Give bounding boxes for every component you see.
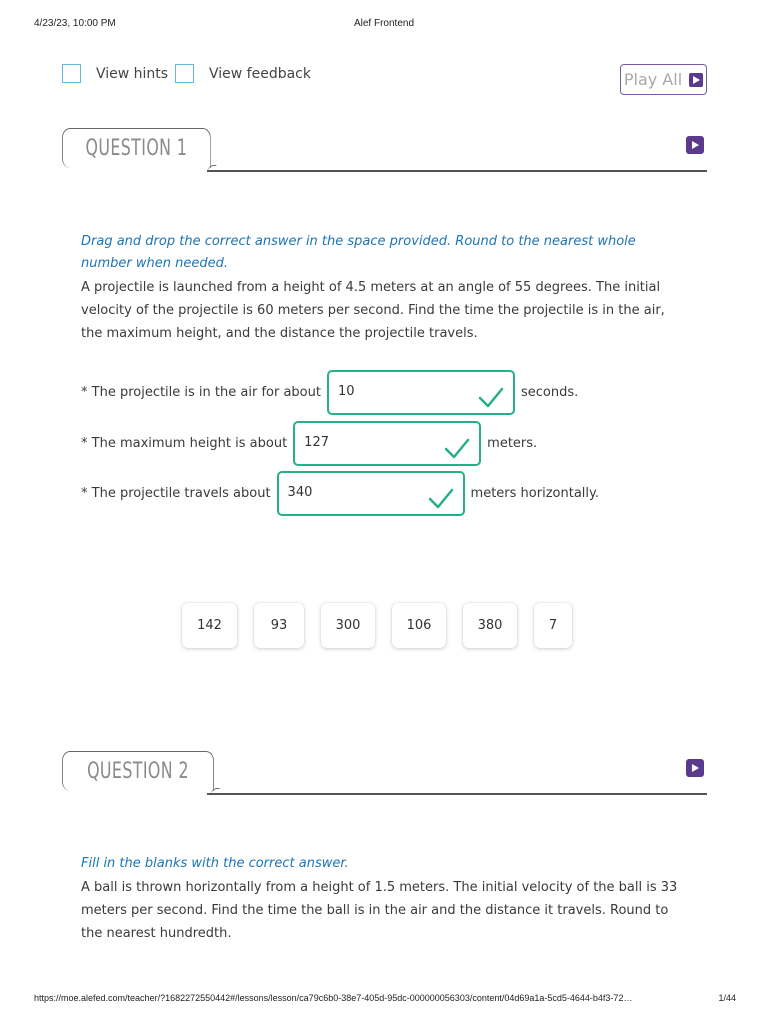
answer-chip[interactable]: 300 xyxy=(321,603,375,648)
question-1-instruction: Drag and drop the correct answer in the space provided. Round to the nearest whole number when needed. xyxy=(81,234,636,271)
checkmark-icon xyxy=(477,385,505,409)
blank-3-prefix: * The projectile travels about xyxy=(81,486,271,501)
view-feedback-label: View feedback xyxy=(209,65,311,82)
view-hints-toggle[interactable] xyxy=(62,64,168,83)
footer-page-number: 1/44 xyxy=(718,993,736,1003)
view-feedback-checkbox[interactable] xyxy=(175,64,194,83)
question-1-tab: QUESTION 1 xyxy=(62,128,211,168)
question-2-rule xyxy=(207,793,707,795)
checkmark-icon xyxy=(427,486,455,510)
question-1-header xyxy=(62,128,707,172)
view-hints-label: View hints xyxy=(96,65,169,82)
play-icon xyxy=(690,763,700,773)
blank-2-suffix: meters. xyxy=(487,436,538,451)
answer-chip[interactable]: 106 xyxy=(392,603,446,648)
blank-2-drop-zone[interactable] xyxy=(293,421,481,466)
blank-3-drop-zone[interactable] xyxy=(277,471,465,516)
print-date: 4/23/23, 10:00 PM xyxy=(34,18,116,29)
blank-row-2 xyxy=(81,421,537,466)
play-icon xyxy=(689,73,703,87)
question-2-tab: QUESTION 2 xyxy=(62,751,214,791)
question-2-header xyxy=(62,751,707,795)
question-2-instruction: Fill in the blanks with the correct answer. xyxy=(81,856,349,871)
blank-1-drop-zone[interactable] xyxy=(327,370,515,415)
blank-2-prefix: * The maximum height is about xyxy=(81,436,288,451)
blank-1-suffix: seconds. xyxy=(520,385,579,400)
answer-chip[interactable]: 142 xyxy=(182,603,237,648)
question-2-text: A ball is thrown horizontally from a height of 1.5 meters. The initial velocity of the ball is 33 meters per second. Find the time the ball is in the air and the distance it travels. Round to the nearest hundredth. xyxy=(81,880,678,941)
print-title: Alef Frontend xyxy=(353,18,415,29)
blank-1-answer: 10 xyxy=(337,384,355,399)
blank-row-3 xyxy=(81,471,599,516)
question-1-rule xyxy=(207,170,707,172)
question-2-play-button[interactable] xyxy=(686,759,704,777)
view-hints-checkbox[interactable] xyxy=(62,64,81,83)
blank-3-answer: 340 xyxy=(287,485,313,500)
answer-chip[interactable]: 380 xyxy=(463,603,517,648)
question-1-play-button[interactable] xyxy=(686,136,704,154)
footer-url: https://moe.alefed.com/teacher/?1682272550442#/lessons/lesson/ca79c6b0-38e7-405d-95dc-000000056303/content/04d69a1a-5cd5-4644-b4f3-72… xyxy=(34,993,633,1003)
view-feedback-toggle[interactable] xyxy=(175,64,311,83)
question-1-text: A projectile is launched from a height of 4.5 meters at an angle of 55 degrees. The initial velocity of the projectile is 60 meters per second. Find the time the projectile is in the air, the maximum height, and the distance the projectile travels. xyxy=(81,280,665,341)
blank-1-prefix: * The projectile is in the air for about xyxy=(81,385,321,400)
answer-chip[interactable]: 93 xyxy=(254,603,304,648)
blank-2-answer: 127 xyxy=(304,435,329,450)
play-all-label: Play All xyxy=(623,70,683,89)
play-all-button[interactable] xyxy=(620,64,707,95)
checkmark-icon xyxy=(443,436,471,460)
blank-row-1 xyxy=(81,370,578,415)
answer-bank xyxy=(182,603,572,648)
play-icon xyxy=(690,140,700,150)
blank-3-suffix: meters horizontally. xyxy=(470,486,599,501)
answer-chip[interactable]: 7 xyxy=(534,603,572,648)
